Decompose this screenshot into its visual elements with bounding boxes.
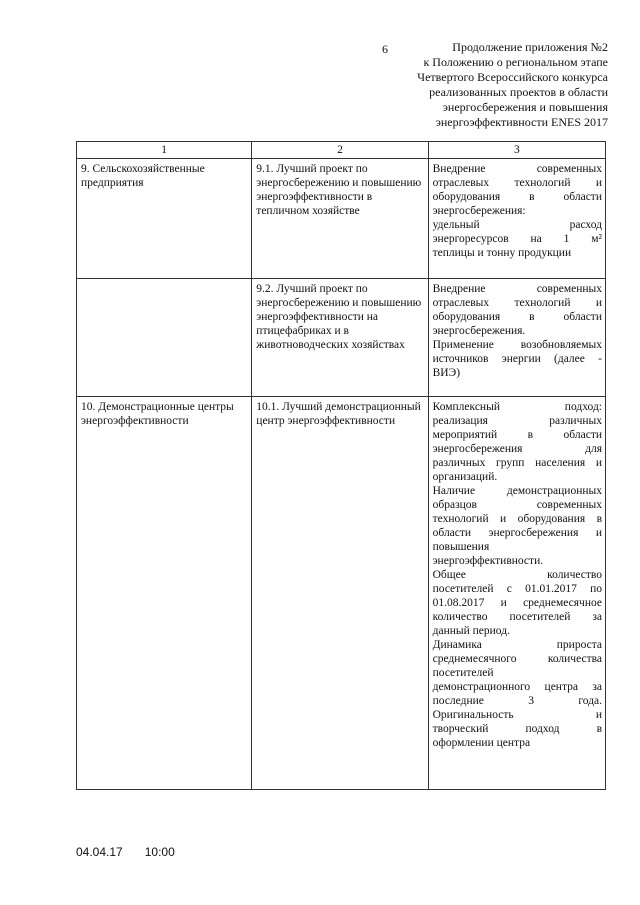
header-line: Четвертого Всероссийского конкурса (417, 70, 608, 84)
criteria-line: Наличие демонстрационных (432, 485, 602, 497)
nominations-table (76, 141, 606, 790)
page-number: 6 (382, 42, 388, 56)
criteria-line: Применение возобновляемых (432, 339, 602, 351)
criteria-line: творческий подход в (432, 723, 602, 735)
category-cell: 10. Демонстрационные центры энергоэффективности (77, 397, 252, 790)
nomination-cell: 10.1. Лучший демонстрационный центр энергоэффективности (252, 397, 428, 790)
criteria-line: отраслевых технологий и (432, 297, 602, 309)
criteria-cell (428, 159, 605, 279)
print-date: 04.04.17 (76, 845, 123, 859)
nomination-cell: 9.1. Лучший проект по энергосбережению и повышению энергоэффективности в тепличном хозяйстве (252, 159, 428, 279)
criteria-line: технологий и оборудования в (432, 513, 602, 525)
header-line: энергосбережения и повышения (442, 100, 608, 114)
criteria-line: источников энергии (далее - (432, 353, 602, 365)
column-header: 2 (252, 142, 428, 159)
criteria-line: Внедрение современных (432, 163, 602, 175)
criteria-line: теплицы и тонну продукции (432, 247, 572, 259)
criteria-cell (428, 397, 605, 790)
criteria-line: повышения (432, 541, 490, 553)
criteria-line: посетителей (432, 667, 494, 679)
criteria-line: энергоресурсов на 1 м² (432, 233, 602, 245)
criteria-cell (428, 279, 605, 397)
table-row (77, 397, 606, 790)
header-line: энергоэффективности ENES 2017 (435, 115, 608, 129)
criteria-line: мероприятий в области (432, 429, 602, 441)
criteria-line: Внедрение современных (432, 283, 602, 295)
table-row (77, 279, 606, 397)
header-line: к Положению о региональном этапе (423, 55, 608, 69)
appendix-header (348, 40, 608, 130)
criteria-line: образцов современных (432, 499, 602, 511)
criteria-line: ВИЭ) (432, 367, 461, 379)
header-line: реализованных проектов в области (429, 85, 608, 99)
criteria-line: Общее количество (432, 569, 602, 581)
criteria-line: энергосбережения. (432, 325, 526, 337)
table-header-row (77, 142, 606, 159)
criteria-line: 01.08.2017 и среднемесячное (432, 597, 602, 609)
category-cell (77, 279, 252, 397)
criteria-line: различных групп населения и (432, 457, 602, 469)
criteria-line: Оригинальность и (432, 709, 602, 721)
criteria-line: энергосбережения: (432, 205, 526, 217)
criteria-line: демонстрационного центра за (432, 681, 602, 693)
criteria-line: Комплексный подход: (432, 401, 602, 413)
nomination-cell: 9.2. Лучший проект по энергосбережению и повышению энергоэффективности на птицефабриках и в животноводческих хозяйствах (252, 279, 428, 397)
criteria-line: количество посетителей за (432, 611, 602, 623)
print-timestamp (76, 845, 175, 859)
category-cell: 9. Сельскохозяйственные предприятия (77, 159, 252, 279)
criteria-line: удельный расход (432, 219, 602, 231)
criteria-line: отраслевых технологий и (432, 177, 602, 189)
column-header: 3 (428, 142, 605, 159)
criteria-line: Динамика прироста (432, 639, 602, 651)
criteria-line: реализация различных (432, 415, 602, 427)
criteria-line: последние 3 года. (432, 695, 602, 707)
criteria-line: посетителей с 01.01.2017 по (432, 583, 602, 595)
criteria-line: среднемесячного количества (432, 653, 602, 665)
criteria-line: энергоэффективности. (432, 555, 544, 567)
table-row (77, 159, 606, 279)
criteria-line: энергосбережения для (432, 443, 602, 455)
header-line: Продолжение приложения №2 (452, 40, 608, 54)
criteria-line: оформлении центра (432, 737, 531, 749)
print-time: 10:00 (144, 845, 175, 859)
criteria-line: организаций. (432, 471, 498, 483)
criteria-line: оборудования в области (432, 191, 602, 203)
criteria-line: оборудования в области (432, 311, 602, 323)
column-header: 1 (77, 142, 252, 159)
criteria-line: данный период. (432, 625, 510, 637)
criteria-line: области энергосбережения и (432, 527, 602, 539)
